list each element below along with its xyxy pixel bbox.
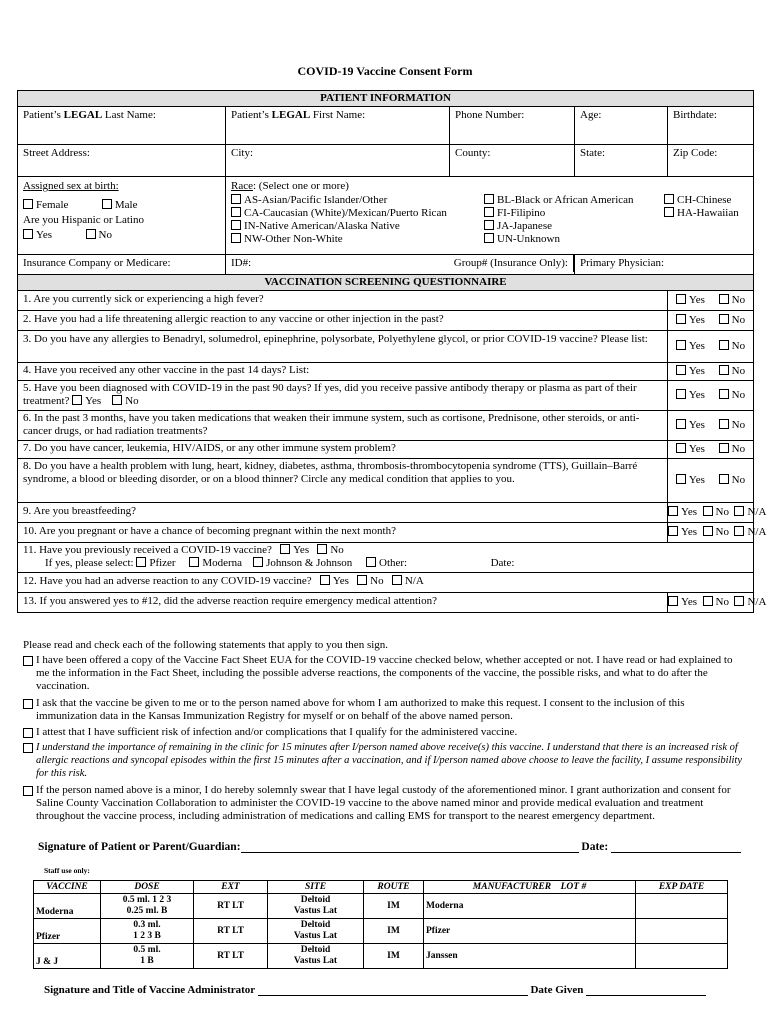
birthdate-field[interactable]: Birthdate: [668,107,754,145]
question-3: 3. Do you have any allergies to Benadryl, solumedrol, epinephrine, polysorbate, Polyethylene glycol, or prior COVID-19 vaccine? Please list: [18,331,668,363]
staff-use-label: Staff use only: [44,866,90,875]
consent-statement-5: If the person named above is a minor, I do hereby solemnly swear that I have legal custody of the aforementioned minor. I grant authorization and consent for Saline County Vaccination Collaboration to administer the COVID-19 vaccine to the above named minor and provide medical evaluation and treatment throughout the vaccine process, including administration of medications and calling EMS for transport to the nearest emergency department. [23,784,748,823]
q7-yes-checkbox[interactable] [676,443,686,453]
admin-signature-row: Signature and Title of Vaccine Administrator Date Given [44,983,706,996]
female-checkbox[interactable] [23,199,33,209]
q9-na-checkbox[interactable] [734,506,744,516]
question-13: 13. If you answered yes to #12, did the adverse reaction require emergency medical attention? [18,593,668,613]
q11-yes-checkbox[interactable] [280,544,290,554]
question-11: 11. Have you previously received a COVID-19 vaccine? Yes No If yes, please select: Pfizer Moderna Johnson & Johnson Other: Date: [18,543,754,573]
race-ha-checkbox[interactable] [664,207,674,217]
q5-sub-yes-checkbox[interactable] [72,395,82,405]
moderna-checkbox[interactable] [189,557,199,567]
hispanic-label: Are you Hispanic or Latino [23,214,144,226]
race-cell: Race: (Select one or more) AS-Asian/Pacific Islander/Other BL-Black or African American CH-Chinese CA-Caucasian (White)/Mexican/Puerto Rican FI-Filipino HA-Hawaiian IN-Native American/Alaska Native JA-Japanese NW-Other Non-White UN-Unknown [226,177,754,255]
first-name-field[interactable]: Patient’s LEGAL First Name: [226,107,450,145]
statement-4-checkbox[interactable] [23,743,33,753]
col-manufacturer-lot: MANUFACTURER LOT # [424,881,636,894]
race-ca-checkbox[interactable] [231,207,241,217]
table-row: J & J 0.5 ml. 1 B RT LT Deltoid Vastus Lat IM Janssen [34,944,728,969]
q11-date-label: Date: [490,557,515,569]
race-as-checkbox[interactable] [231,194,241,204]
jj-checkbox[interactable] [253,557,263,567]
vaccine-jj: J & J [34,944,101,969]
q6-no-checkbox[interactable] [719,419,729,429]
q2-no-checkbox[interactable] [719,314,729,324]
q4-yes-checkbox[interactable] [676,365,686,375]
exp-date-cell[interactable] [636,944,728,969]
patient-signature-row: Signature of Patient or Parent/Guardian: Date: [38,840,741,853]
q1-yes-checkbox[interactable] [676,294,686,304]
statement-3-checkbox[interactable] [23,728,33,738]
phone-field[interactable]: Phone Number: [450,107,575,145]
hispanic-no-checkbox[interactable] [86,229,96,239]
col-ext: EXT [194,881,268,894]
q8-no-checkbox[interactable] [719,474,729,484]
race-ch-checkbox[interactable] [664,194,674,204]
group-field[interactable]: Group# (Insurance Only): [406,255,574,272]
q12-no-checkbox[interactable] [357,575,367,585]
q13-na-checkbox[interactable] [734,596,744,606]
age-field[interactable]: Age: [575,107,668,145]
question-8: 8. Do you have a health problem with lung, heart, kidney, diabetes, asthma, thrombosis-thrombocytopenia syndrome (TTS), Guillain–Barré syndrome, a blood or bleeding disorder, or on a blood thinner? Circle any medical condition that applies to you. [18,459,668,503]
col-exp-date: EXP DATE [636,881,728,894]
date-given-line[interactable] [586,983,706,996]
state-field[interactable]: State: [575,145,668,177]
q4-no-checkbox[interactable] [719,365,729,375]
statement-2-checkbox[interactable] [23,699,33,709]
id-field[interactable]: ID#: [231,257,252,269]
patient-info-header: PATIENT INFORMATION [18,91,754,107]
male-checkbox[interactable] [102,199,112,209]
question-10: 10. Are you pregnant or have a chance of becoming pregnant within the next month? [18,523,668,543]
patient-and-screening-table: PATIENT INFORMATION Patient’s LEGAL Last Name: Patient’s LEGAL First Name: Phone Number: Age: Birthdate: Street Address: City: County: State: Zip Code: Assigned sex at birth: Female Male Are you Hispanic or Latino Yes No Race: (Select one or more) AS-Asian/Pacific Islander/Other BL-Black or African American CH-Chinese CA-Caucasian (White)/Mexican/Puerto Rican FI-Filipino HA-Hawaiian IN-Native American/Alaska Native JA-Japanese NW-Other Non-White UN-Unknown Insurance Company or Medicare: ID#: Group# (Insurance Only): Primary Physician: VACCINATION SCREENING QUESTIONNAIRE 1. Are you currently sick or experiencing a high fever? Yes No 2. Have you had a life threatening allergic reaction to any vaccine or other injection in the past? Yes No 3. Do you have any allergies to Benadryl, solumedrol, epinephrine, polysorbate, Polyethylene glycol, or prior COVID-19 vaccine? Please list: Yes No 4. Have you received any other vaccine in the past 14 days? List: Yes No 5. Have you been diagnosed with COVID-19 in the past 90 days? If yes, did you receive passive antibody therapy or plasma as part of their treatment? Yes No Yes No 6. In the past 3 months, have you taken medications that weaken their immune system, such as cortisone, Prednisone, other steroids, or anti-cancer drugs, or had radiation treatments? Yes No 7. Do you have cancer, leukemia, HIV/AIDS, or any other immune system problem? Yes No 8. Do you have a health problem with lung, heart, kidney, diabetes, asthma, thrombosis-thrombocytopenia syndrome (TTS), Guillain–Barré syndrome, a blood or bleeding disorder, or on a blood thinner? Circle any medical condition that applies to you. Yes No 9. Are you breastfeeding? Yes No N/A 10. Are you pregnant or have a chance of becoming pregnant within the next month? Yes No N/A 11. Have you previously received a COVID-19 vaccine? Yes No If yes, please select: Pfizer Moderna Johnson & Johnson Other: Date: 12. Have you had an adverse reaction to any COVID-19 vaccine? Yes No N/A 13. If you answered yes to #12, did the adverse reaction require emergency medical attention? Yes No N/A [17,90,754,613]
col-site: SITE [268,881,364,894]
street-field[interactable]: Street Address: [18,145,226,177]
id-group-cell [226,255,575,275]
question-5: 5. Have you been diagnosed with COVID-19 in the past 90 days? If yes, did you receive passive antibody therapy or plasma as part of their treatment? Yes No [18,381,668,411]
physician-field[interactable]: Primary Physician: [575,255,754,275]
consent-statement-4: I understand the importance of remaining in the clinic for 15 minutes after I/person named above receive(s) this vaccine. I understand that there is an increased risk of allergic reactions and syncopal episodes within the first 15 minutes after a vaccination, and if I/person named above choose to leave the facility, I assume responsibility for this risk. [23,741,748,780]
q1-no-checkbox[interactable] [719,294,729,304]
col-dose: DOSE [101,881,194,894]
q11-no-checkbox[interactable] [317,544,327,554]
q9-no-checkbox[interactable] [703,506,713,516]
race-ja-checkbox[interactable] [484,220,494,230]
question-4: 4. Have you received any other vaccine in the past 14 days? List: [18,363,668,381]
q1-answers: Yes No [668,291,754,311]
q7-no-checkbox[interactable] [719,443,729,453]
sex-label: Assigned sex at birth: [23,180,119,192]
vaccine-pfizer: Pfizer [34,919,101,944]
q8-yes-checkbox[interactable] [676,474,686,484]
q9-yes-checkbox[interactable] [668,506,678,516]
last-name-field[interactable]: Patient’s LEGAL Last Name: [18,107,226,145]
question-9: 9. Are you breastfeeding? [18,503,668,523]
q5-yes-checkbox[interactable] [676,389,686,399]
exp-date-cell[interactable] [636,919,728,944]
insurance-field[interactable]: Insurance Company or Medicare: [18,255,226,275]
race-nw-checkbox[interactable] [231,233,241,243]
pfizer-checkbox[interactable] [136,557,146,567]
race-label: Race: (Select one or more) [231,180,349,192]
q12-na-checkbox[interactable] [392,575,402,585]
sex-ethnicity-cell: Assigned sex at birth: Female Male Are you Hispanic or Latino Yes No [18,177,226,255]
staff-vaccine-table [33,880,728,969]
race-bl-checkbox[interactable] [484,194,494,204]
form-title: COVID-19 Vaccine Consent Form [297,64,473,78]
table-row: Moderna 0.5 ml. 1 2 3 0.25 ml. B RT LT Deltoid Vastus Lat IM Moderna [34,894,728,919]
col-vaccine: VACCINE [34,881,101,894]
question-1: 1. Are you currently sick or experiencing a high fever? [18,291,668,311]
patient-signature-line[interactable] [241,840,579,853]
consent-statement-3: I attest that I have sufficient risk of infection and/or complications that I qualify for the administered vaccine. [23,726,748,739]
q5-sub-no-checkbox[interactable] [112,395,122,405]
question-7: 7. Do you have cancer, leukemia, HIV/AIDS, or any other immune system problem? [18,441,668,459]
question-2: 2. Have you had a life threatening allergic reaction to any vaccine or other injection in the past? [18,311,668,331]
question-12: 12. Have you had an adverse reaction to any COVID-19 vaccine? Yes No N/A [18,573,754,593]
q3-yes-checkbox[interactable] [676,340,686,350]
questionnaire-header: VACCINATION SCREENING QUESTIONNAIRE [18,275,754,291]
admin-signature-line[interactable] [258,983,528,996]
q10-no-checkbox[interactable] [703,526,713,536]
patient-date-line[interactable] [611,840,741,853]
zip-field[interactable]: Zip Code: [668,145,754,177]
table-row: Pfizer 0.3 ml. 1 2 3 B RT LT Deltoid Vastus Lat IM Pfizer [34,919,728,944]
q12-yes-checkbox[interactable] [320,575,330,585]
q5-no-checkbox[interactable] [719,389,729,399]
county-field[interactable]: County: [450,145,575,177]
race-un-checkbox[interactable] [484,233,494,243]
col-route: ROUTE [364,881,424,894]
consent-statement-1: I have been offered a copy of the Vaccine Fact Sheet EUA for the COVID-19 vaccine checked below, whether accepted or not. I have read or had explained to me the information in the Fact Sheet, including the possible adverse reactions, the components of the vaccine, the possible risks, and what to do after the vaccination. [23,654,748,693]
q13-yes-checkbox[interactable] [668,596,678,606]
other-checkbox[interactable] [366,557,376,567]
q13-no-checkbox[interactable] [703,596,713,606]
q10-yes-checkbox[interactable] [668,526,678,536]
question-6: 6. In the past 3 months, have you taken medications that weaken their immune system, such as cortisone, Prednisone, other steroids, or anti-cancer drugs, or had radiation treatments? [18,411,668,441]
q2-yes-checkbox[interactable] [676,314,686,324]
consent-statement-2: I ask that the vaccine be given to me or to the person named above for whom I am authorized to make this request. I consent to the inclusion of this immunization data in the Kansas Immunization Registry for myself or on behalf of the above named person. [23,697,748,723]
vaccine-moderna: Moderna [34,894,101,919]
hispanic-yes-checkbox[interactable] [23,229,33,239]
q6-yes-checkbox[interactable] [676,419,686,429]
q10-na-checkbox[interactable] [734,526,744,536]
statement-1-checkbox[interactable] [23,656,33,666]
city-field[interactable]: City: [226,145,450,177]
exp-date-cell[interactable] [636,894,728,919]
race-fi-checkbox[interactable] [484,207,494,217]
q3-no-checkbox[interactable] [719,340,729,350]
consent-intro: Please read and check each of the following statements that apply to you then sign. [23,639,389,651]
statement-5-checkbox[interactable] [23,786,33,796]
race-in-checkbox[interactable] [231,220,241,230]
